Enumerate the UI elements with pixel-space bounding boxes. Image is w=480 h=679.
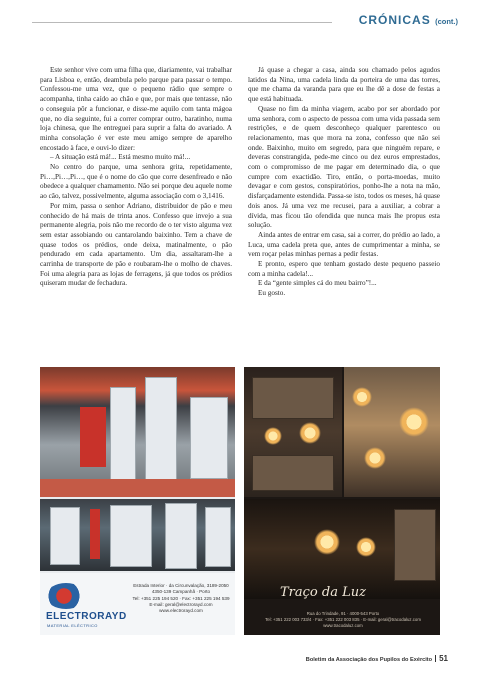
traco-da-luz-advertisement (244, 367, 440, 635)
section-continued: (cont.) (435, 17, 458, 26)
paragraph: Ainda antes de entrar em casa, sai a correr, do prédio ao lado, a Luca, uma cadela preta que, antes de cumprimentar a minha, se vem roçar pelas minhas pernas a pedir festas. (248, 230, 440, 259)
store-photo (40, 367, 235, 497)
paragraph: E pronto, espero que tenham gostado deste pequeno passeio com a minha cadela!... (248, 260, 440, 278)
brand-name: Traço da Luz (280, 585, 366, 600)
electrorayd-advertisement (40, 367, 235, 635)
page-number: 51 (439, 654, 448, 663)
paragraph: – A situação está má!... Está mesmo muito má!... (50, 153, 191, 162)
paragraph: Por mim, passa o senhor Adriano, distribuidor de pão e meu conhecido de há mais de trinta anos. Confesso que invejo a sua permanente alegria, pois não me recordo de o ter visto alguma vez sem estar assobiando ou cantarolando baixinho. Tem a chave de quase todos os prédios, onde deixa, matinalmente, o pão pendurado em cada apartamento. Um dia, assaltaram-lhe a carrinha de transporte de pão e roubaram-lhe o molho de chaves. Foi uma alegria para as lojas de ferragens, já que todos os prédios quiseram mudar de fechadura. (40, 201, 232, 288)
publication-name: Boletim da Associação dos Pupilos do Exército (305, 657, 433, 663)
phone: Tel: +351 225 194 520 · Fax: +351 225 194 539 (132, 595, 230, 601)
paragraph: E da “gente simples cá do meu bairro”!... (258, 279, 377, 288)
brand-name: ELECTRORAYD (46, 611, 127, 622)
store-photo (40, 499, 235, 571)
email: E-mail: geral@electrorayd.com (149, 601, 213, 607)
address: Estrada Interior · da Circunvalação, 3189-2050 (133, 583, 229, 588)
showroom-photo (244, 367, 342, 497)
contact-info (130, 583, 232, 614)
section-name: CRÓNICAS (358, 13, 431, 27)
brand-tagline: MATERIAL ELÉCTRICO (47, 623, 98, 628)
paragraph: Quase no fim da minha viagem, acabo por ser abordado por uma senhora, com o aspecto de pessoa com uma vida passada sem restrições, e de quem desconheço qualquer parentesco ou relacionamento, mas que mora na zona, confesso que não sei onde. Baixinho, muito em segredo, para que ninguém repare, e deveras constrangida, pede-me cinco ou dez euros emprestados, com o compromisso de me pagar em determinado dia, o que cumpre com exactidão. Tiro, então, o porta-moedas, muito devagar e com gestos, conspiratórios, ponho-lhe a nota na mão, disfarçadamente estendida. Passa-se isto, todos os meses, há quase dois anos. Já uma vez me recusei, para a auxiliar, a cobrar a dívida, mas ficou tão ofendida que nunca mais lhe propus esta solução. (248, 104, 440, 230)
article-column-right (248, 66, 440, 299)
address: Rua do Trindade, 91 · 4000-543 Porto (306, 611, 380, 616)
page-footer (306, 654, 448, 663)
city: 4350-139 Campanhã · Porto (151, 589, 211, 595)
article-column-left (40, 66, 232, 289)
paragraph: No centro do parque, uma senhora grita, repetidamente, Pi…,Pi…,Pi…, que é o nome do cão que corre desenfreado e não obedece a qualquer chamamento. Não sei porque deu aquele nome ao cão, talvez, possivelmente, alguma associação com o 3,1416. (40, 163, 232, 201)
paragraph: Já quase a chegar a casa, ainda sou chamado pelos agudos latidos da Nina, uma cadela linda da porteira de uma das torres, que me chama da varanda para que eu lhe dê a dose de festas a que está habituada. (248, 66, 440, 104)
contact: Tel: +351 222 003 733/4 · Fax: +351 222 003 835 · E-mail: geral@tracodaluz.com (265, 617, 421, 622)
electrorayd-logo-area (40, 573, 235, 635)
section-title (359, 13, 458, 27)
footer-divider (435, 655, 436, 662)
paragraph: Este senhor vive com uma filha que, diariamente, vai trabalhar para Lisboa e, então, deambula pelo parque para passar o tempo. Confessou-me uma vez, que o pequeno rádio que sempre o acompanha, tinha caído ao chão e que, por mais que tentasse, não o conseguia pôr a funcionar, e disse-me aquilo com tanta mágoa que, no dia seguinte, fui a correr comprar outro, baratinho, numa loja chinesa, que lhe entreguei para suprir a falta do avariado. A minha consolação é ver este meu amigo sempre de aparelho encostado à face, e ouvi-lo dizer: (40, 66, 232, 152)
website: www.electrorayd.com (159, 608, 203, 614)
showroom-photo (244, 499, 440, 599)
showroom-photo (344, 367, 440, 497)
contact-info (250, 611, 436, 629)
website: www.tracodaluz.com (323, 623, 363, 628)
header-rule (32, 22, 332, 23)
electrorayd-logo-icon (46, 583, 86, 609)
paragraph: Eu gosto. (258, 289, 286, 298)
